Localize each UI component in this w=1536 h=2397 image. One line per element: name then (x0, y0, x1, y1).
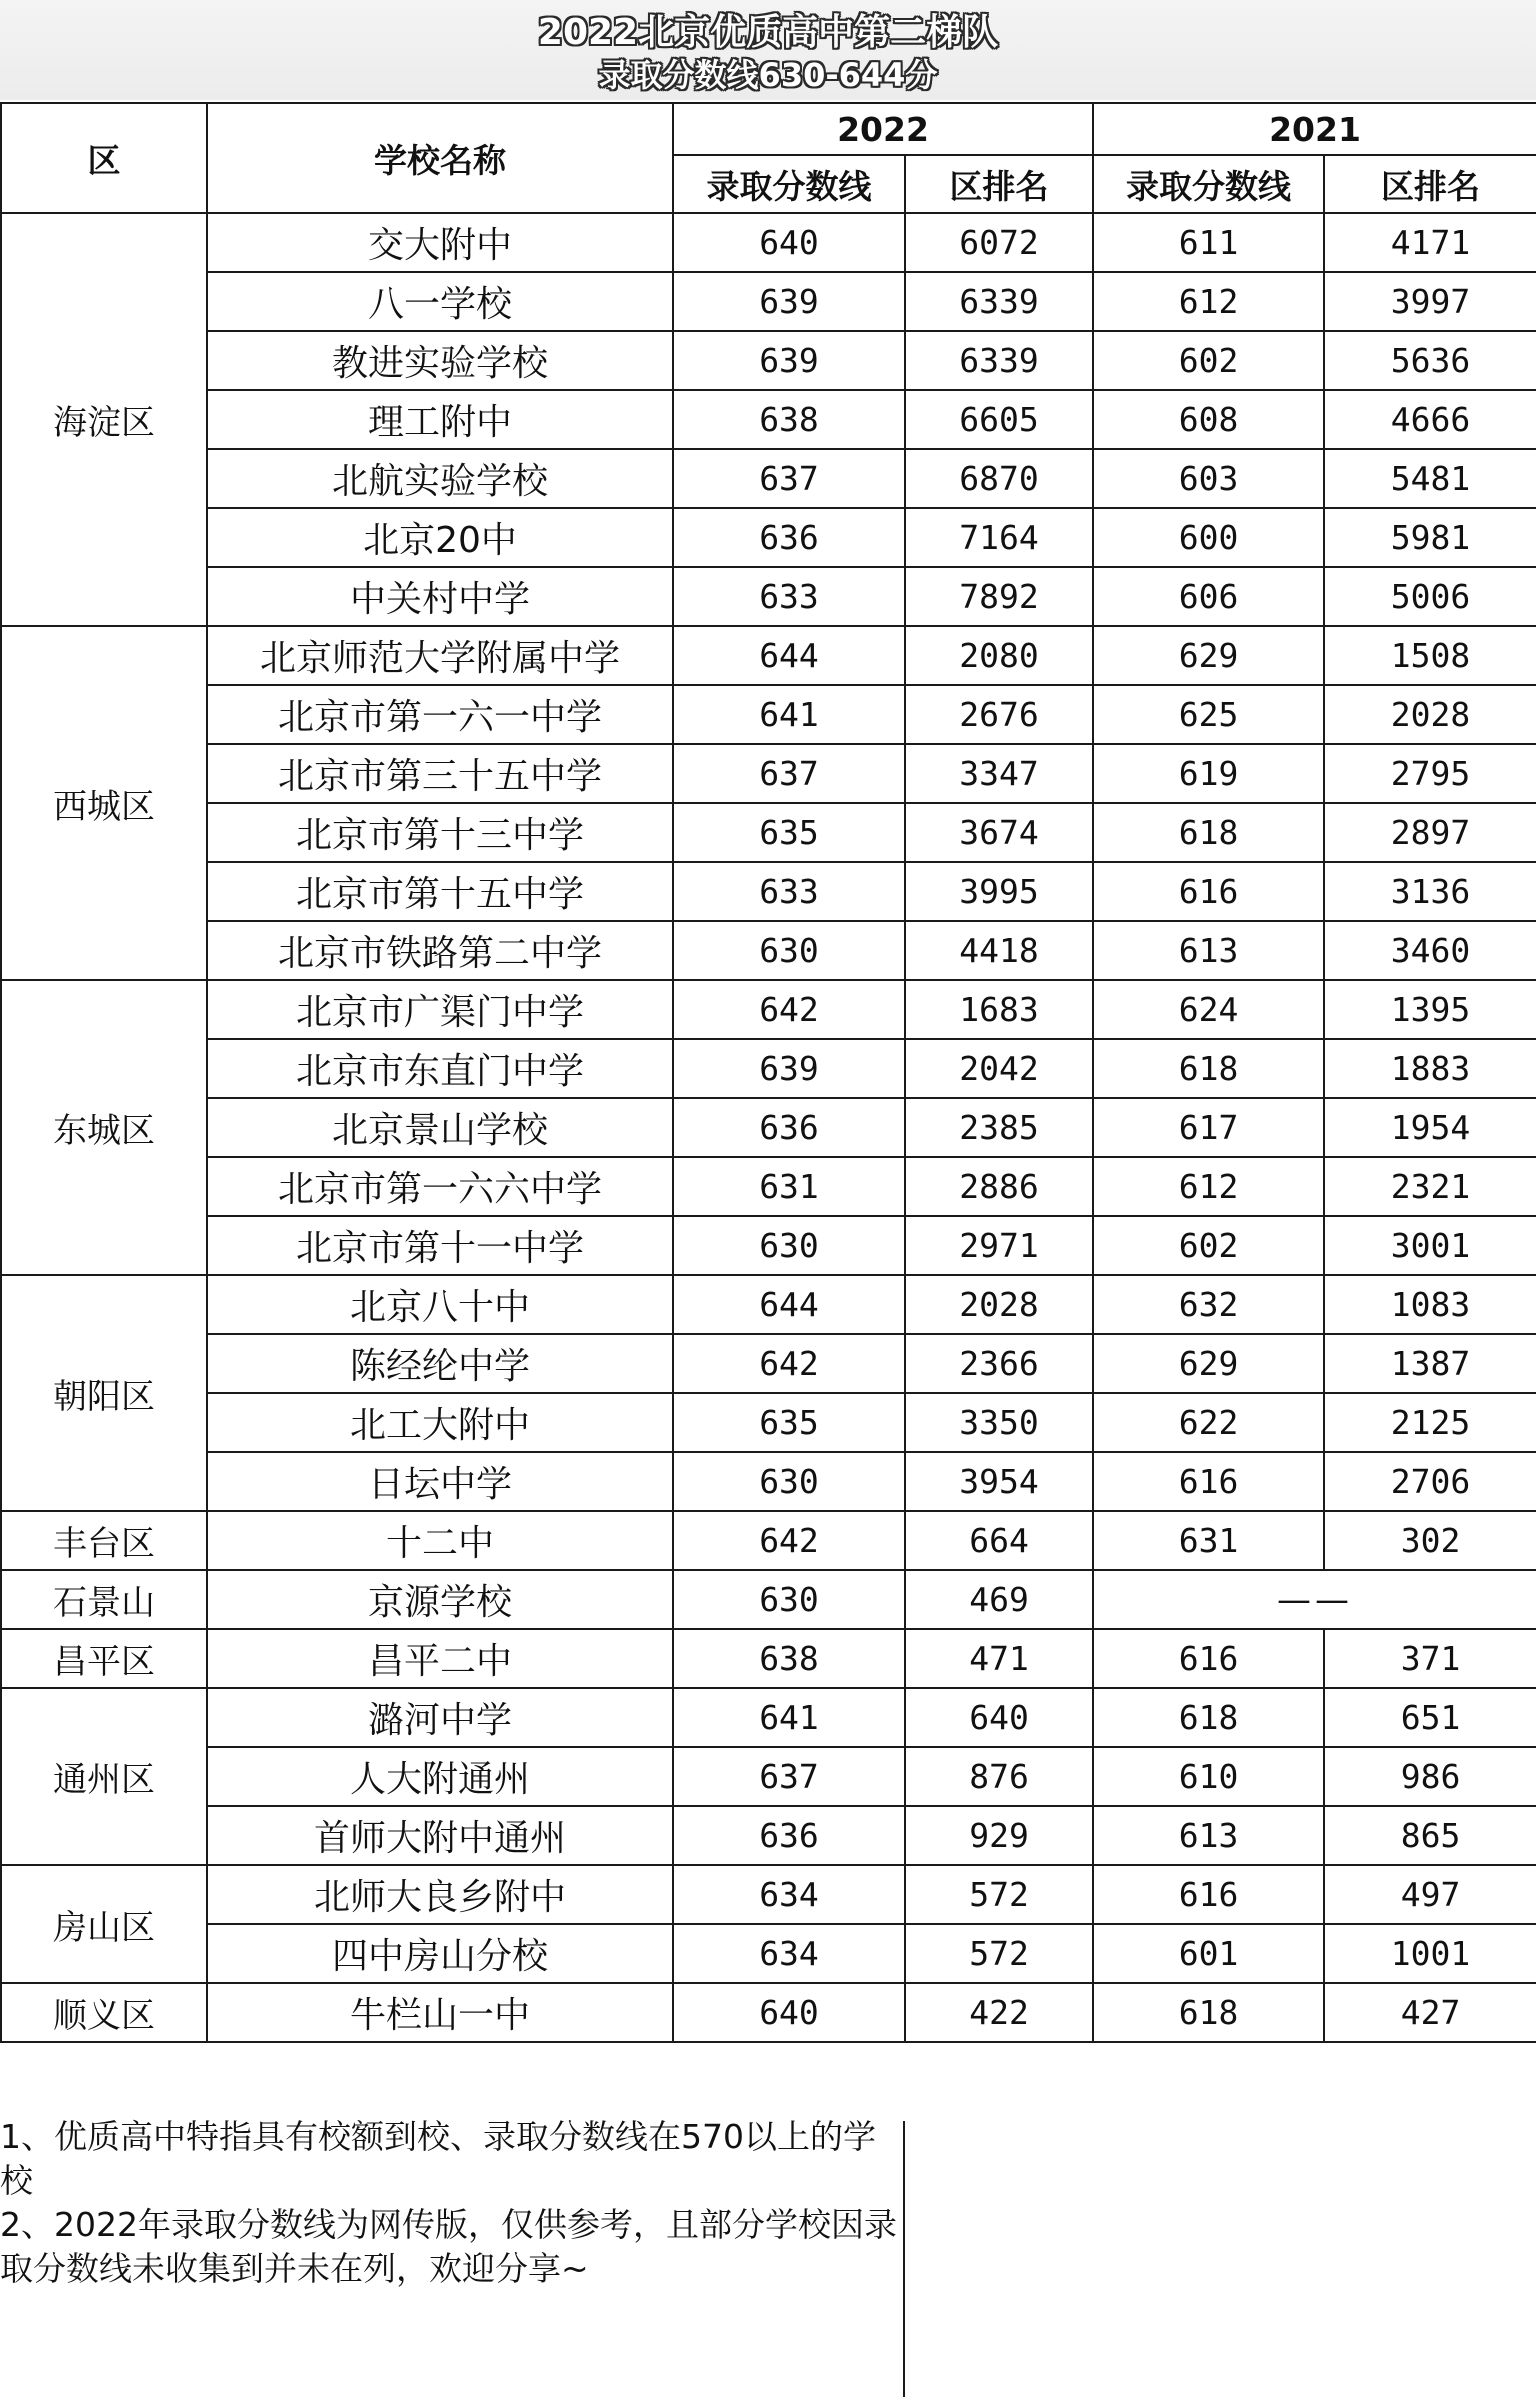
score-2022-cell: 644 (673, 1275, 905, 1334)
table-row (1, 1865, 1536, 1924)
rank-2021-cell: 5481 (1324, 449, 1536, 508)
rank-2021-cell: 3460 (1324, 921, 1536, 980)
rank-2021-cell: 5006 (1324, 567, 1536, 626)
table-row (1, 1629, 1536, 1688)
rank-2021-cell: 651 (1324, 1688, 1536, 1747)
table-row (1, 1806, 1536, 1865)
score-2022-cell: 634 (673, 1924, 905, 1983)
table-row (1, 921, 1536, 980)
school-name-cell: 北京市第一六一中学 (207, 685, 673, 744)
table-row (1, 1334, 1536, 1393)
score-2021-cell: 612 (1093, 272, 1324, 331)
district-cell: 通州区 (1, 1688, 207, 1865)
rank-2022-cell: 3954 (905, 1452, 1093, 1511)
rank-2021-cell: 3136 (1324, 862, 1536, 921)
rank-2021-cell: 2125 (1324, 1393, 1536, 1452)
score-2021-cell: 616 (1093, 1452, 1324, 1511)
score-2022-cell: 642 (673, 1511, 905, 1570)
score-2021-cell: 610 (1093, 1747, 1324, 1806)
score-2022-cell: 641 (673, 1688, 905, 1747)
school-name-cell: 潞河中学 (207, 1688, 673, 1747)
rank-2021-cell: 427 (1324, 1983, 1536, 2042)
rank-2021-cell: 3997 (1324, 272, 1536, 331)
score-2021-cell: 603 (1093, 449, 1324, 508)
school-name-cell: 北京20中 (207, 508, 673, 567)
rank-2022-cell: 929 (905, 1806, 1093, 1865)
score-2022-cell: 637 (673, 744, 905, 803)
score-2021-cell: 606 (1093, 567, 1324, 626)
school-name-cell: 牛栏山一中 (207, 1983, 673, 2042)
table-row (1, 744, 1536, 803)
footnote-2: 2、2022年录取分数线为网传版，仅供参考，且部分学校因录取分数线未收集到并未在列，欢迎分享~ (0, 2205, 897, 2288)
rank-2021-cell: 986 (1324, 1747, 1536, 1806)
school-name-cell: 八一学校 (207, 272, 673, 331)
rank-2021-cell: 3001 (1324, 1216, 1536, 1275)
score-2022-cell: 640 (673, 213, 905, 272)
table-row (1, 1039, 1536, 1098)
table-row (1, 1511, 1536, 1570)
rank-2021-cell: 4171 (1324, 213, 1536, 272)
rank-2022-cell: 572 (905, 1924, 1093, 1983)
header-year-2021: 2021 (1093, 103, 1536, 155)
rank-2021-cell: 5636 (1324, 331, 1536, 390)
score-2021-cell: 608 (1093, 390, 1324, 449)
footnotes (0, 2115, 900, 2291)
score-2022-cell: 636 (673, 1806, 905, 1865)
school-name-cell: 北京市东直门中学 (207, 1039, 673, 1098)
district-cell: 海淀区 (1, 213, 207, 626)
score-2022-cell: 639 (673, 331, 905, 390)
district-cell: 石景山 (1, 1570, 207, 1629)
rank-2022-cell: 572 (905, 1865, 1093, 1924)
rank-2022-cell: 6072 (905, 213, 1093, 272)
score-2022-cell: 637 (673, 449, 905, 508)
score-2022-cell: 641 (673, 685, 905, 744)
table-row (1, 1747, 1536, 1806)
score-2022-cell: 642 (673, 980, 905, 1039)
table-row (1, 1983, 1536, 2042)
table-row (1, 213, 1536, 272)
district-cell: 顺义区 (1, 1983, 207, 2042)
table-row (1, 390, 1536, 449)
district-cell: 丰台区 (1, 1511, 207, 1570)
score-2021-cell: 617 (1093, 1098, 1324, 1157)
score-2022-cell: 630 (673, 1216, 905, 1275)
rank-2022-cell: 7164 (905, 508, 1093, 567)
table-row (1, 980, 1536, 1039)
header-school-name: 学校名称 (207, 103, 673, 213)
rank-2022-cell: 640 (905, 1688, 1093, 1747)
header-rank-2022: 区排名 (905, 155, 1093, 213)
table-body (1, 213, 1536, 2042)
score-2021-cell: 613 (1093, 1806, 1324, 1865)
table-row (1, 1157, 1536, 1216)
school-name-cell: 北工大附中 (207, 1393, 673, 1452)
rank-2021-cell: 1395 (1324, 980, 1536, 1039)
school-name-cell: 北京师范大学附属中学 (207, 626, 673, 685)
rank-2022-cell: 2028 (905, 1275, 1093, 1334)
table-row (1, 1098, 1536, 1157)
divider-line (903, 2121, 905, 2397)
score-2021-cell: 602 (1093, 331, 1324, 390)
admission-score-table (0, 102, 1536, 2043)
page-title: 2022北京优质高中第二梯队 (537, 12, 999, 53)
rank-2021-cell: 2706 (1324, 1452, 1536, 1511)
school-name-cell: 中关村中学 (207, 567, 673, 626)
rank-2022-cell: 3350 (905, 1393, 1093, 1452)
score-2022-cell: 635 (673, 1393, 905, 1452)
rank-2021-cell: 1883 (1324, 1039, 1536, 1098)
rank-2022-cell: 3995 (905, 862, 1093, 921)
district-cell: 东城区 (1, 980, 207, 1275)
score-2021-cell: 632 (1093, 1275, 1324, 1334)
rank-2022-cell: 6605 (905, 390, 1093, 449)
rank-2022-cell: 876 (905, 1747, 1093, 1806)
rank-2022-cell: 4418 (905, 921, 1093, 980)
school-name-cell: 北京市铁路第二中学 (207, 921, 673, 980)
score-2021-cell: 624 (1093, 980, 1324, 1039)
school-name-cell: 北京市广渠门中学 (207, 980, 673, 1039)
rank-2022-cell: 422 (905, 1983, 1093, 2042)
rank-2021-cell: 2321 (1324, 1157, 1536, 1216)
rank-2021-cell: 302 (1324, 1511, 1536, 1570)
rank-2021-cell: 497 (1324, 1865, 1536, 1924)
rank-2021-cell: 2028 (1324, 685, 1536, 744)
rank-2021-cell: 1083 (1324, 1275, 1536, 1334)
rank-2022-cell: 2042 (905, 1039, 1093, 1098)
school-name-cell: 昌平二中 (207, 1629, 673, 1688)
page-subtitle: 录取分数线630-644分 (598, 56, 938, 94)
rank-2021-cell: 2795 (1324, 744, 1536, 803)
table-row (1, 1924, 1536, 1983)
district-cell: 西城区 (1, 626, 207, 980)
score-2022-cell: 636 (673, 508, 905, 567)
school-name-cell: 北京市第十五中学 (207, 862, 673, 921)
score-2021-cell: 602 (1093, 1216, 1324, 1275)
school-name-cell: 陈经纶中学 (207, 1334, 673, 1393)
school-name-cell: 日坛中学 (207, 1452, 673, 1511)
score-2022-cell: 630 (673, 1452, 905, 1511)
score-2021-cell: 618 (1093, 1983, 1324, 2042)
score-2021-cell: 600 (1093, 508, 1324, 567)
rank-2022-cell: 664 (905, 1511, 1093, 1570)
school-name-cell: 交大附中 (207, 213, 673, 272)
score-2022-cell: 630 (673, 921, 905, 980)
score-2021-cell: 631 (1093, 1511, 1324, 1570)
score-2021-cell: 625 (1093, 685, 1324, 744)
score-2021-cell: 616 (1093, 862, 1324, 921)
score-2022-cell: 639 (673, 272, 905, 331)
school-name-cell: 理工附中 (207, 390, 673, 449)
table-row (1, 1275, 1536, 1334)
table-row (1, 862, 1536, 921)
school-name-cell: 北京市第一六六中学 (207, 1157, 673, 1216)
score-2021-cell: 611 (1093, 213, 1324, 272)
district-cell: 房山区 (1, 1865, 207, 1983)
table-row (1, 272, 1536, 331)
score-2022-cell: 638 (673, 1629, 905, 1688)
score-2022-cell: 633 (673, 862, 905, 921)
rank-2022-cell: 3674 (905, 803, 1093, 862)
rank-2022-cell: 3347 (905, 744, 1093, 803)
rank-2022-cell: 2385 (905, 1098, 1093, 1157)
score-2021-cell: 622 (1093, 1393, 1324, 1452)
table-row (1, 1216, 1536, 1275)
school-name-cell: 教进实验学校 (207, 331, 673, 390)
school-name-cell: 北京市第十三中学 (207, 803, 673, 862)
score-2022-cell: 639 (673, 1039, 905, 1098)
score-2022-cell: 630 (673, 1570, 905, 1629)
rank-2021-cell: 371 (1324, 1629, 1536, 1688)
school-name-cell: 北京市第三十五中学 (207, 744, 673, 803)
rank-2021-cell: 1387 (1324, 1334, 1536, 1393)
score-2021-cell: 601 (1093, 1924, 1324, 1983)
score-2022-cell: 634 (673, 1865, 905, 1924)
table-row (1, 1452, 1536, 1511)
table-row (1, 449, 1536, 508)
rank-2022-cell: 2886 (905, 1157, 1093, 1216)
title-banner (0, 0, 1536, 100)
header-score-2022: 录取分数线 (673, 155, 905, 213)
score-2022-cell: 633 (673, 567, 905, 626)
score-2021-cell: 616 (1093, 1865, 1324, 1924)
school-name-cell: 北京八十中 (207, 1275, 673, 1334)
no-data-2021-cell: —— (1093, 1570, 1536, 1629)
rank-2022-cell: 6339 (905, 331, 1093, 390)
rank-2021-cell: 5981 (1324, 508, 1536, 567)
rank-2022-cell: 6870 (905, 449, 1093, 508)
district-cell: 昌平区 (1, 1629, 207, 1688)
score-2021-cell: 629 (1093, 1334, 1324, 1393)
school-name-cell: 北师大良乡附中 (207, 1865, 673, 1924)
district-cell: 朝阳区 (1, 1275, 207, 1511)
table-row (1, 1570, 1536, 1629)
rank-2021-cell: 1508 (1324, 626, 1536, 685)
score-2021-cell: 629 (1093, 626, 1324, 685)
rank-2022-cell: 469 (905, 1570, 1093, 1629)
score-2021-cell: 618 (1093, 1688, 1324, 1747)
rank-2022-cell: 1683 (905, 980, 1093, 1039)
rank-2022-cell: 2971 (905, 1216, 1093, 1275)
rank-2022-cell: 2676 (905, 685, 1093, 744)
table-row (1, 685, 1536, 744)
score-2022-cell: 640 (673, 1983, 905, 2042)
table-row (1, 1688, 1536, 1747)
rank-2021-cell: 865 (1324, 1806, 1536, 1865)
table-row (1, 626, 1536, 685)
score-2022-cell: 631 (673, 1157, 905, 1216)
score-2021-cell: 612 (1093, 1157, 1324, 1216)
score-2021-cell: 618 (1093, 1039, 1324, 1098)
school-name-cell: 北京景山学校 (207, 1098, 673, 1157)
school-name-cell: 人大附通州 (207, 1747, 673, 1806)
school-name-cell: 北京市第十一中学 (207, 1216, 673, 1275)
score-2022-cell: 637 (673, 1747, 905, 1806)
score-2022-cell: 635 (673, 803, 905, 862)
score-2021-cell: 619 (1093, 744, 1324, 803)
table-row (1, 803, 1536, 862)
score-2022-cell: 644 (673, 626, 905, 685)
header-year-2022: 2022 (673, 103, 1093, 155)
header-score-2021: 录取分数线 (1093, 155, 1324, 213)
rank-2022-cell: 2366 (905, 1334, 1093, 1393)
rank-2022-cell: 6339 (905, 272, 1093, 331)
score-2021-cell: 613 (1093, 921, 1324, 980)
footnote-1: 1、优质高中特指具有校额到校、录取分数线在570以上的学校 (0, 2117, 876, 2200)
school-name-cell: 首师大附中通州 (207, 1806, 673, 1865)
score-2022-cell: 642 (673, 1334, 905, 1393)
rank-2022-cell: 2080 (905, 626, 1093, 685)
table-row (1, 508, 1536, 567)
table-row (1, 331, 1536, 390)
score-2022-cell: 638 (673, 390, 905, 449)
school-name-cell: 京源学校 (207, 1570, 673, 1629)
header-district: 区 (1, 103, 207, 213)
rank-2021-cell: 4666 (1324, 390, 1536, 449)
score-2022-cell: 636 (673, 1098, 905, 1157)
rank-2022-cell: 471 (905, 1629, 1093, 1688)
table-row (1, 1393, 1536, 1452)
school-name-cell: 十二中 (207, 1511, 673, 1570)
rank-2022-cell: 7892 (905, 567, 1093, 626)
rank-2021-cell: 1001 (1324, 1924, 1536, 1983)
school-name-cell: 北航实验学校 (207, 449, 673, 508)
header-rank-2021: 区排名 (1324, 155, 1536, 213)
school-name-cell: 四中房山分校 (207, 1924, 673, 1983)
score-2021-cell: 616 (1093, 1629, 1324, 1688)
rank-2021-cell: 2897 (1324, 803, 1536, 862)
table-row (1, 567, 1536, 626)
rank-2021-cell: 1954 (1324, 1098, 1536, 1157)
score-2021-cell: 618 (1093, 803, 1324, 862)
